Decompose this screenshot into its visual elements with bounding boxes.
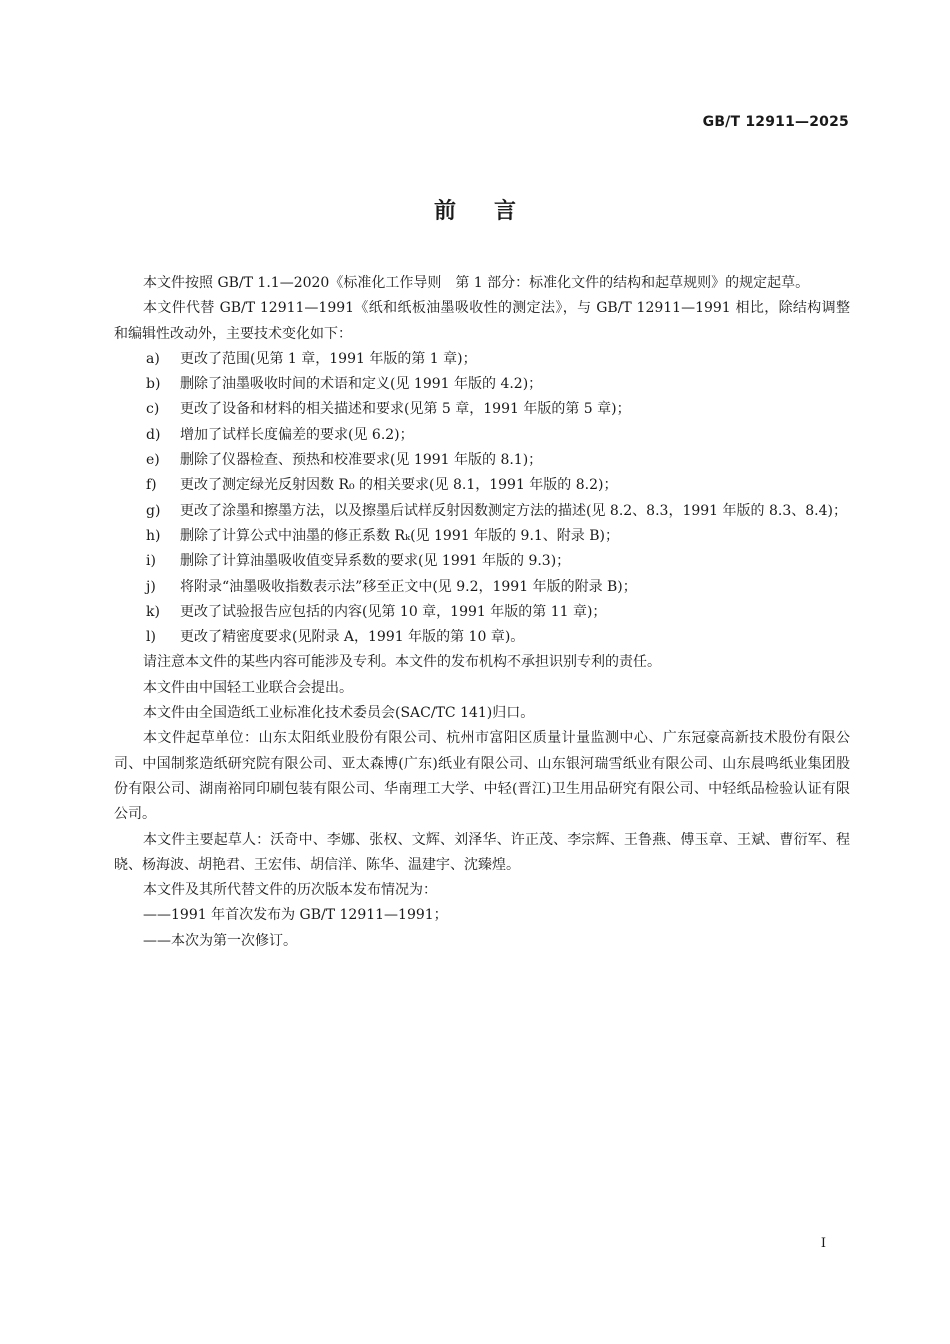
list-item xyxy=(114,397,850,422)
paragraph-proposer: 本文件由中国轻工业联合会提出。 xyxy=(143,679,353,696)
page-title: 前言 xyxy=(433,199,554,224)
paragraph-drafting-rules: 本文件按照 GB/T 1.1—2020《标准化工作导则 第 1 部分：标准化文件的结构和起草规则》的规定起草。 xyxy=(143,275,810,291)
list-marker: c) xyxy=(146,401,160,418)
list-item xyxy=(114,473,850,498)
list-item-text: 删除了计算油墨吸收值变异系数的要求(见 1991 年版的 9.3)； xyxy=(180,553,571,570)
list-marker: g) xyxy=(146,502,161,519)
list-item-text: 增加了试样长度偏差的要求(见 6.2)； xyxy=(180,426,414,443)
list-item xyxy=(114,600,850,625)
page-number: I xyxy=(820,1236,826,1251)
list-item-text: 更改了试验报告应包括的内容(见第 10 章，1991 年版的第 11 章)； xyxy=(180,603,607,620)
list-item-text: 删除了油墨吸收时间的术语和定义(见 1991 年版的 4.2)； xyxy=(180,376,543,393)
list-item xyxy=(114,499,850,524)
paragraph-version-history: 本文件及其所代替文件的历次版本发布情况为： xyxy=(143,882,437,899)
list-item-text: 更改了涂墨和擦墨方法，以及擦墨后试样反射因数测定方法的描述(见 8.2、8.3，1991 年版的 8.3、8.4)； xyxy=(180,502,847,519)
list-marker: k) xyxy=(146,603,160,620)
list-item-text: 更改了设备和材料的相关描述和要求(见第 5 章，1991 年版的第 5 章)； xyxy=(180,401,631,418)
list-item-text: 更改了测定绿光反射因数 R₀ 的相关要求(见 8.1，1991 年版的 8.2)； xyxy=(180,477,618,494)
list-item-text: 更改了范围(见第 1 章，1991 年版的第 1 章)； xyxy=(180,350,477,367)
list-marker: d) xyxy=(146,426,161,443)
paragraph-drafters: 本文件主要起草人：沃奇中、李娜、张权、文辉、刘泽华、许正茂、李宗辉、王鲁燕、傅玉章、王斌、曹衍军、程晓、杨海波、胡艳君、王宏伟、胡信洋、陈华、温建宇、沈臻煌。 xyxy=(114,831,850,873)
history-item: ——1991 年首次发布为 GB/T 12911—1991； xyxy=(143,907,448,924)
list-item xyxy=(114,423,850,448)
list-marker: l) xyxy=(146,629,156,646)
list-marker: f) xyxy=(146,477,157,494)
list-marker: i) xyxy=(146,553,156,570)
document-body xyxy=(114,271,850,954)
list-marker: e) xyxy=(146,452,160,469)
list-item-text: 删除了仪器检查、预热和校准要求(见 1991 年版的 8.1)； xyxy=(180,452,543,469)
list-item-text: 将附录“油墨吸收指数表示法”移至正文中(见 9.2，1991 年版的附录 B)； xyxy=(180,578,637,595)
paragraph-drafting-units: 本文件起草单位：山东太阳纸业股份有限公司、杭州市富阳区质量计量监测中心、广东冠豪高新技术股份有限公司、中国制浆造纸研究院有限公司、亚太森博(广东)纸业有限公司、山东银河瑞雪纸业有限公司、山东晨鸣纸业集团股份有限公司、湖南裕同印刷包装有限公司、华南理工大学、中轻(晋江)卫生用品研究有限公司、中轻纸品检验认证有限公司。 xyxy=(114,730,850,823)
list-marker: h) xyxy=(146,527,161,544)
list-item xyxy=(114,575,850,600)
paragraph-patent-notice: 请注意本文件的某些内容可能涉及专利。本文件的发布机构不承担识别专利的责任。 xyxy=(143,654,661,671)
list-item xyxy=(114,625,850,650)
list-marker: j) xyxy=(146,578,156,595)
list-item xyxy=(114,372,850,397)
list-item xyxy=(114,524,850,549)
list-item xyxy=(114,347,850,372)
standard-code: GB/T 12911—2025 xyxy=(702,114,849,130)
list-item-text: 删除了计算公式中油墨的修正系数 Rₖ(见 1991 年版的 9.1、附录 B)； xyxy=(180,527,620,544)
list-item-text: 更改了精密度要求(见附录 A，1991 年版的第 10 章)。 xyxy=(180,629,525,646)
list-item xyxy=(114,448,850,473)
list-marker: b) xyxy=(146,376,161,393)
list-item xyxy=(114,549,850,574)
paragraph-replacement: 本文件代替 GB/T 12911—1991《纸和纸板油墨吸收性的测定法》，与 GB/T 12911—1991 相比，除结构调整和编辑性改动外，主要技术变化如下： xyxy=(114,300,850,342)
paragraph-committee: 本文件由全国造纸工业标准化技术委员会(SAC/TC 141)归口。 xyxy=(143,705,535,722)
technical-changes-list xyxy=(114,347,850,651)
history-item: ——本次为第一次修订。 xyxy=(143,932,297,949)
list-marker: a) xyxy=(146,350,160,367)
